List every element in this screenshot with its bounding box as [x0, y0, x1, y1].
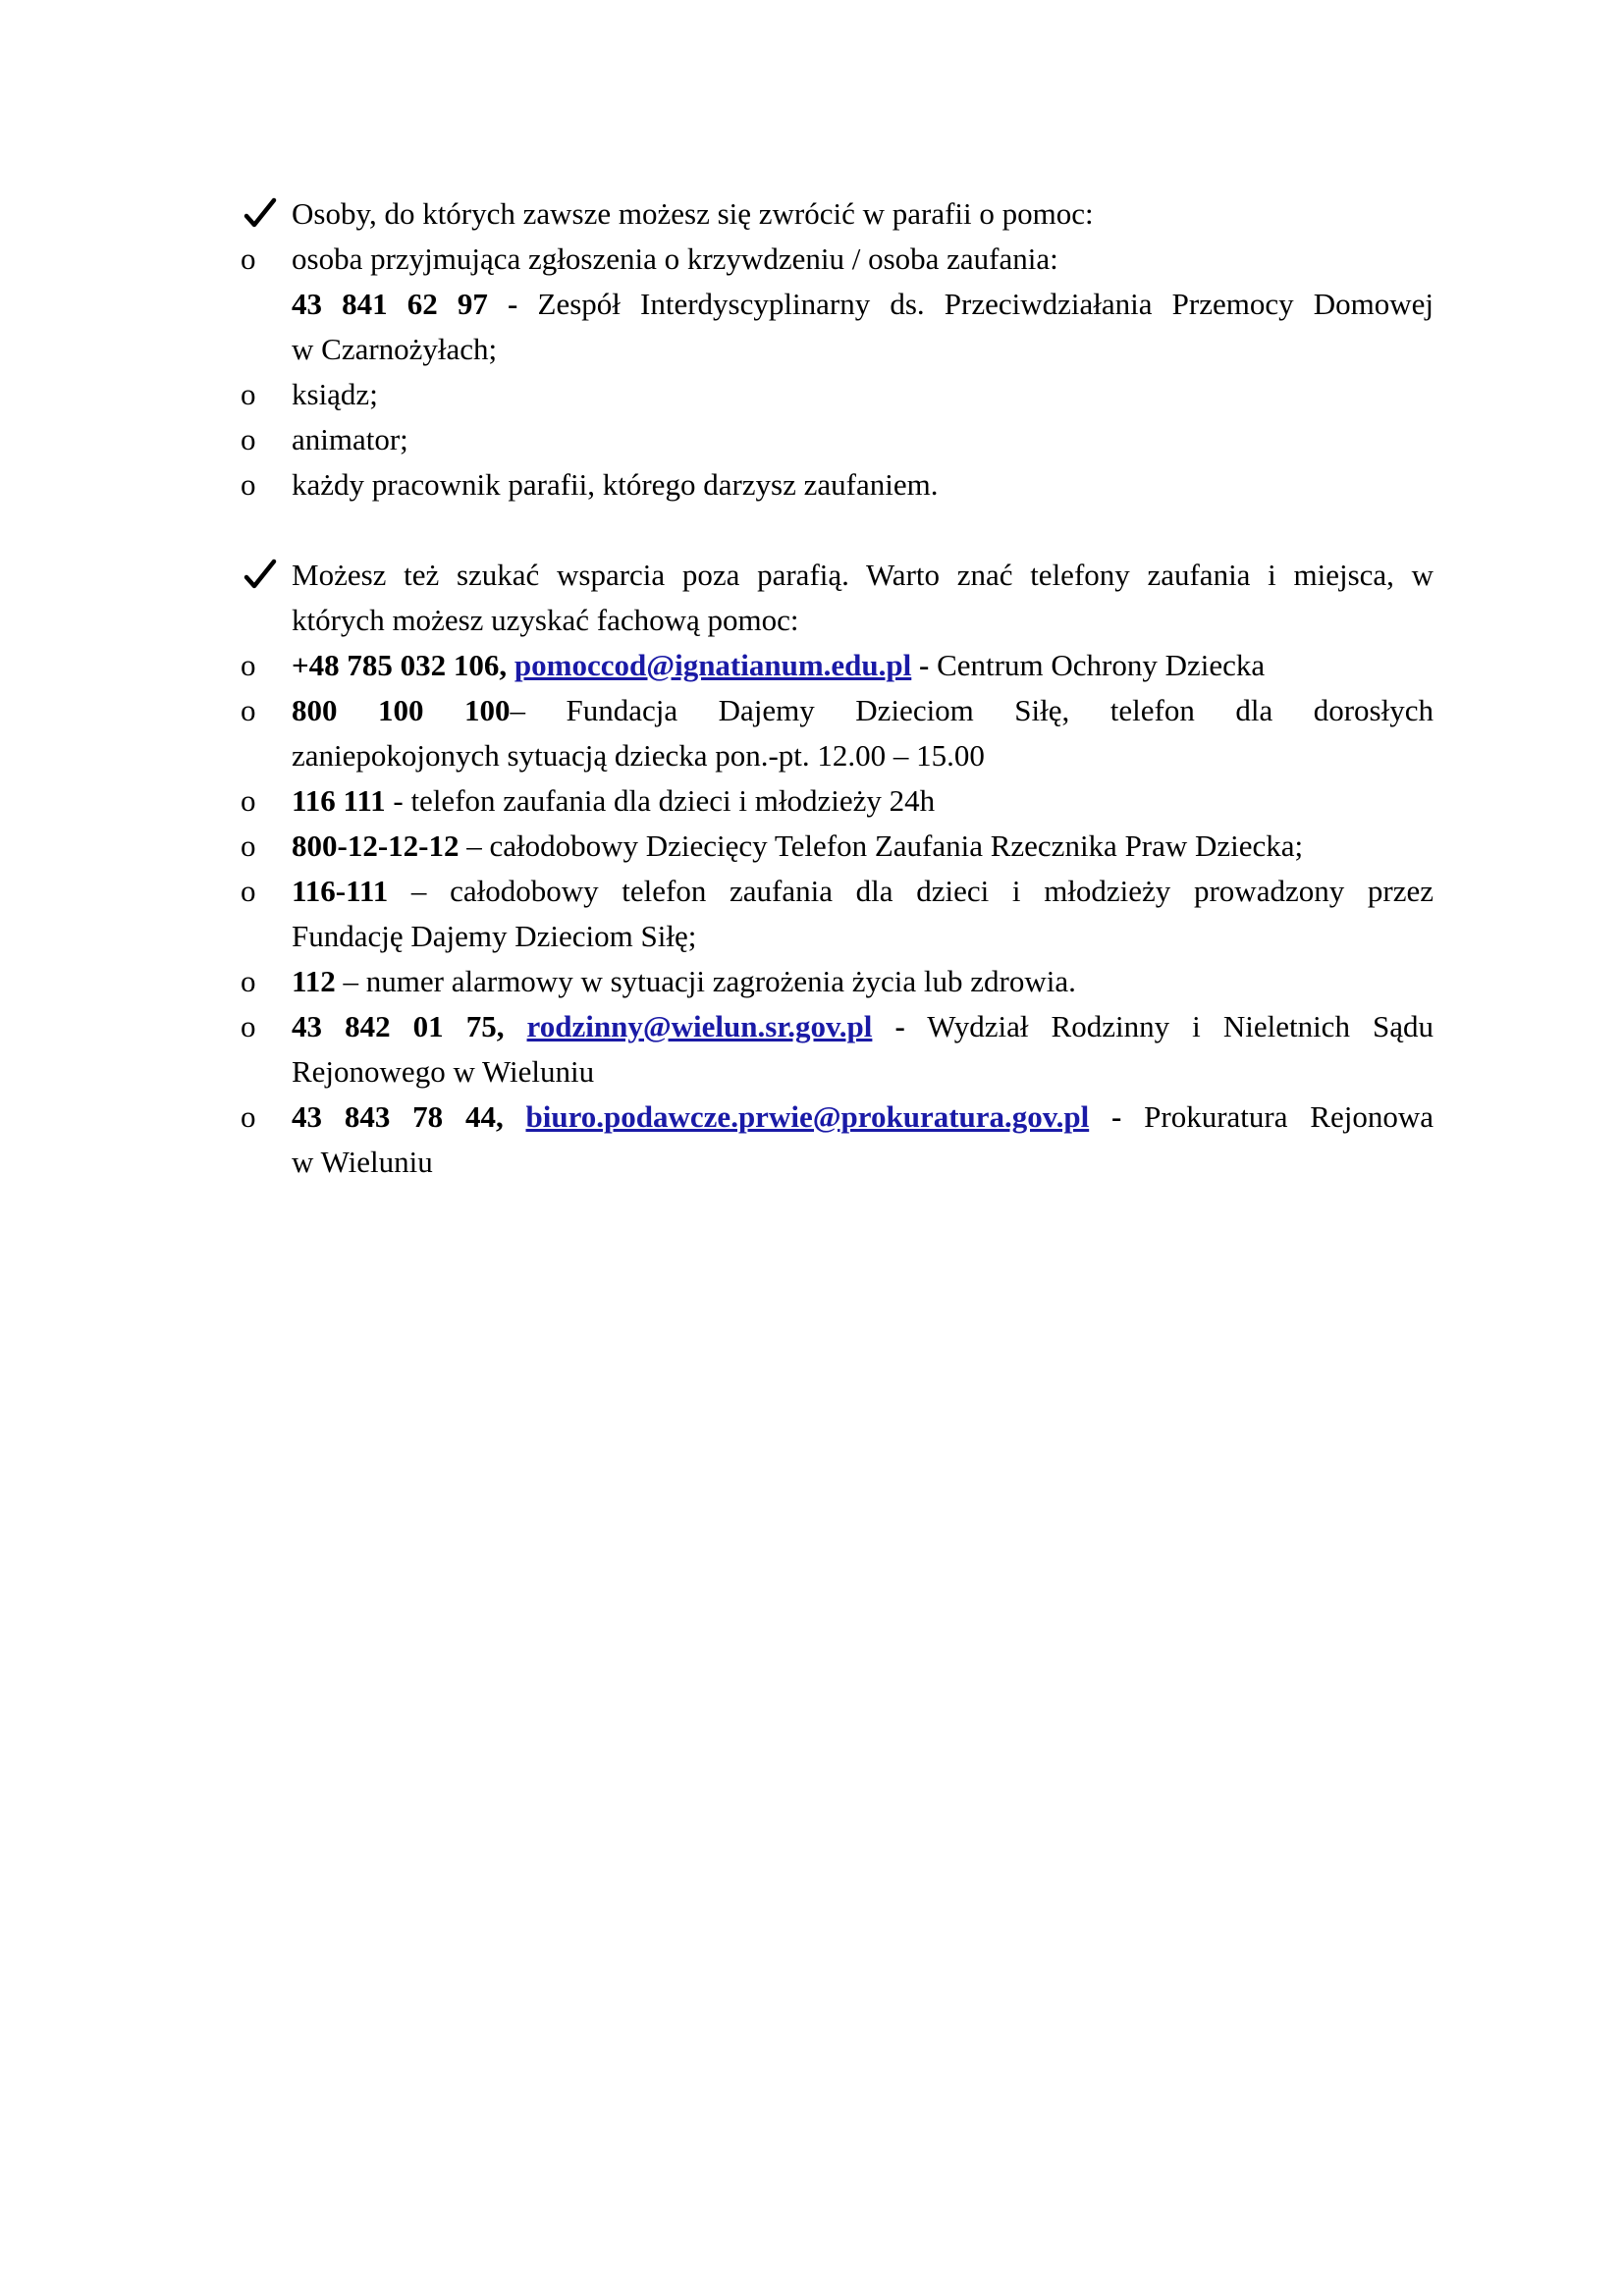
phone-number: 43 843 78 44, [292, 1099, 526, 1134]
section-heading: Możesz też szukać wsparcia poza parafią. Warto znać telefony zaufania i miejsca, w [241, 553, 1434, 598]
list-item: o każdy pracownik parafii, którego darzysz zaufaniem. [241, 462, 1434, 507]
list-item-continuation: 43 841 62 97 - Zespół Interdyscyplinarny ds. Przeciwdziałania Przemocy Domowej [292, 287, 1434, 321]
list-item: o +48 785 032 106, pomoccod@ignatianum.edu.pl - Centrum Ochrony Dziecka [241, 643, 1434, 688]
list-item: o 43 843 78 44, biuro.podawcze.prwie@prokuratura.gov.pl - Prokuratura Rejonowa [241, 1095, 1434, 1140]
checkmark-icon [241, 194, 280, 234]
phone-number: +48 785 032 106, [292, 648, 514, 682]
list-item: o 116 111 - telefon zaufania dla dzieci i młodzieży 24h [241, 778, 1434, 824]
list-item: o osoba przyjmująca zgłoszenia o krzywdzeniu / osoba zaufania: [241, 237, 1434, 282]
list-item: o animator; [241, 417, 1434, 462]
bullet-marker: o [241, 648, 256, 682]
email-link[interactable]: pomoccod@ignatianum.edu.pl [514, 648, 912, 682]
list-item-continuation: Rejonowego w Wieluniu [292, 1054, 595, 1089]
bullet-marker: o [241, 241, 256, 276]
list-item-continuation: w Czarnożyłach; [292, 332, 498, 366]
phone-number: 112 [292, 964, 336, 998]
bullet-marker: o [241, 874, 256, 908]
email-link[interactable]: biuro.podawcze.prwie@prokuratura.gov.pl [525, 1099, 1090, 1134]
list-item: o 116-111 – całodobowy telefon zaufania dla dzieci i młodzieży prowadzony przez [241, 869, 1434, 914]
list-item: o ksiądz; [241, 372, 1434, 417]
section-heading-continuation: których możesz uzyskać fachową pomoc: [292, 603, 799, 637]
list-item: o 800-12-12-12 – całodobowy Dziecięcy Telefon Zaufania Rzecznika Praw Dziecka; [241, 824, 1434, 869]
phone-number: 800 100 100 [292, 693, 511, 727]
list-item: o 800 100 100– Fundacja Dajemy Dzieciom Siłę, telefon dla dorosłych [241, 688, 1434, 733]
bullet-marker: o [241, 377, 256, 411]
bullet-marker: o [241, 422, 256, 456]
phone-number: 43 841 62 97 - [292, 287, 518, 321]
bullet-marker: o [241, 828, 256, 863]
email-link[interactable]: rodzinny@wielun.sr.gov.pl [526, 1009, 873, 1043]
phone-number: 116-111 [292, 874, 389, 908]
list-item-continuation: zaniepokojonych sytuacją dziecka pon.-pt. 12.00 – 15.00 [292, 738, 985, 773]
phone-number: 800-12-12-12 [292, 828, 460, 863]
phone-number: 43 842 01 75, [292, 1009, 527, 1043]
bullet-marker: o [241, 1099, 256, 1134]
list-item-continuation: Fundację Dajemy Dzieciom Siłę; [292, 919, 697, 953]
section-heading: Osoby, do których zawsze możesz się zwrócić w parafii o pomoc: [241, 191, 1434, 237]
list-item: o 112 – numer alarmowy w sytuacji zagrożenia życia lub zdrowia. [241, 959, 1434, 1004]
bullet-marker: o [241, 783, 256, 818]
section-parish-contacts [241, 191, 1434, 507]
list-item: o 43 842 01 75, rodzinny@wielun.sr.gov.pl - Wydział Rodzinny i Nieletnich Sądu [241, 1004, 1434, 1049]
bullet-marker: o [241, 964, 256, 998]
bullet-marker: o [241, 693, 256, 727]
bullet-marker: o [241, 467, 256, 502]
bullet-marker: o [241, 1009, 256, 1043]
phone-number: 116 111 [292, 783, 386, 818]
section-external-support [241, 553, 1434, 1185]
list-item-continuation: w Wieluniu [292, 1145, 433, 1179]
checkmark-icon [241, 556, 280, 595]
